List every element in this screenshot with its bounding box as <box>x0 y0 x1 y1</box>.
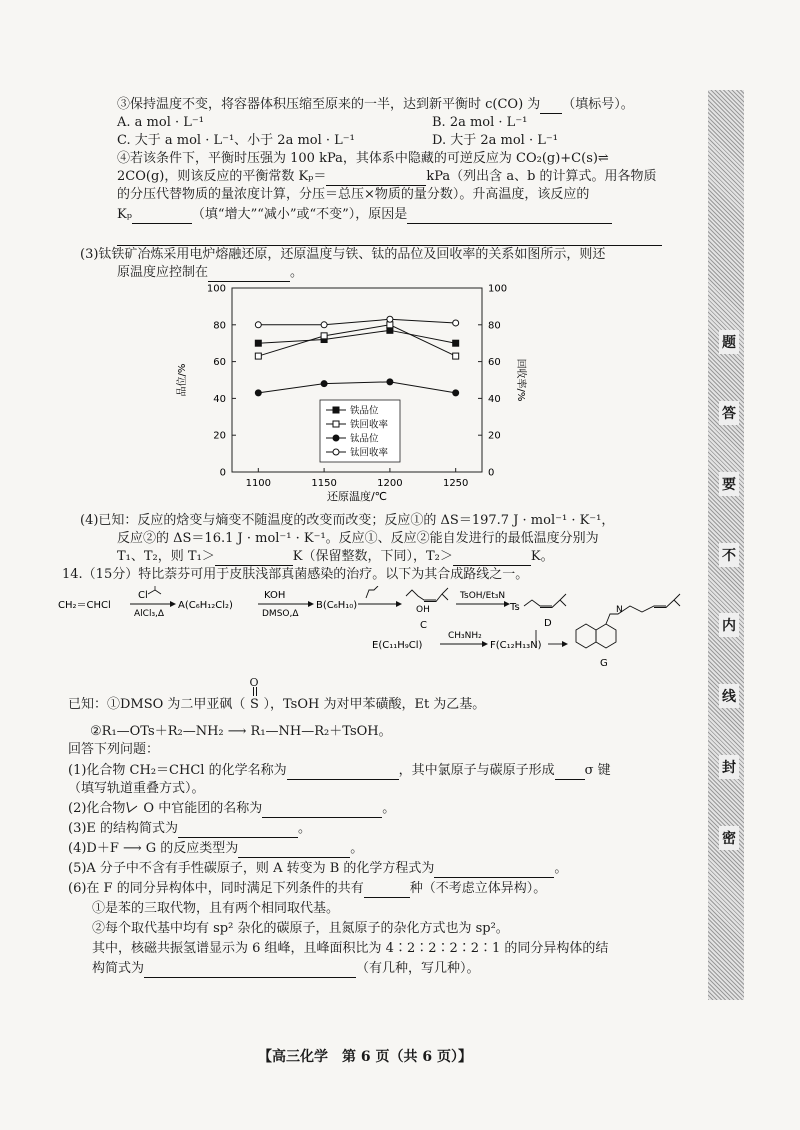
legend-label: 铁品位 <box>350 405 379 417</box>
legend-marker <box>333 435 339 441</box>
data-point-3-3 <box>453 320 459 326</box>
syn-F: F(C₁₂H₁₃N) <box>490 640 542 651</box>
q13-part4-line4: Kₚ （填“增大”“减小”或“不变”），原因是 <box>117 206 612 224</box>
data-point-2-1 <box>321 381 327 387</box>
x-tick-label: 1150 <box>311 478 337 489</box>
seal-char: 要 <box>719 472 739 496</box>
y-tick-label-right: 0 <box>488 467 495 479</box>
y-tick-label-left: 20 <box>213 430 226 442</box>
seal-char: 封 <box>719 755 739 779</box>
syn-G-N: N <box>616 605 623 615</box>
y-tick-label-right: 60 <box>488 357 501 369</box>
data-point-2-3 <box>453 390 459 396</box>
syn-C-label: C <box>420 620 427 631</box>
chart-ylabel-left: 品位/% <box>177 363 188 397</box>
seal-char: 答 <box>719 401 739 425</box>
q13-option-a: A. a mol · L⁻¹ <box>117 115 204 130</box>
seal-char: 题 <box>719 330 739 354</box>
data-point-3-1 <box>321 322 327 328</box>
synthesis-route <box>58 586 698 682</box>
q13-part4-answer-line <box>117 228 662 246</box>
legend-label: 钛回收率 <box>350 447 389 459</box>
q14-sub1-note: （填写轨道重叠方式）。 <box>68 781 205 796</box>
q13-sub4-line3: T₁、T₂，则 T₁＞ K（保留整数，下同），T₂＞ K。 <box>117 549 554 564</box>
y-tick-label-right: 80 <box>488 320 501 332</box>
q14-sub6-cond1: ①是苯的三取代物，且有两个相同取代基。 <box>92 901 340 916</box>
data-point-2-2 <box>387 379 393 385</box>
y-tick-label-right: 100 <box>488 283 508 295</box>
q13-sub4-line2: 反应②的 ΔS＝16.1 J · mol⁻¹ · K⁻¹。反应①、反应②能自发进行的最低温度分别为 <box>117 531 599 546</box>
syn-G-naphthalene-ring1 <box>576 624 596 648</box>
q13-option-b: B. 2a mol · L⁻¹ <box>432 115 528 130</box>
q14-known1: 已知：①DMSO 为二甲亚砜（ O S ），TsOH 为对甲苯磺酸，Et 为乙基。 <box>68 676 486 712</box>
legend-marker <box>333 407 339 413</box>
temperature-chart <box>170 280 530 505</box>
syn-C-skeleton <box>406 588 448 602</box>
y-tick-label-right: 40 <box>488 393 501 405</box>
syn-arrowhead-1 <box>170 601 176 607</box>
syn-reagent1-top: Cl <box>138 590 148 601</box>
series-line-2 <box>258 382 455 393</box>
seal-char: 内 <box>719 613 739 637</box>
syn-reagent1-skeleton <box>148 586 161 594</box>
y-tick-label-left: 60 <box>213 357 226 369</box>
legend-label: 铁回收率 <box>350 419 389 431</box>
syn-reagent2-top: KOH <box>264 590 286 601</box>
q14-sub3: (3)E 的结构简式为 。 <box>68 821 312 836</box>
data-point-0-3 <box>453 340 459 346</box>
syn-acrolein <box>366 586 378 598</box>
q14-title: 14.（15分）特比萘芬可用于皮肤浅部真菌感染的治疗。以下为其合成路线之一。 <box>62 567 529 582</box>
y-tick-label-left: 80 <box>213 320 226 332</box>
data-point-1-0 <box>255 353 261 359</box>
syn-reagent2-bot: DMSO,Δ <box>262 609 299 619</box>
legend-label: 钛品位 <box>350 433 379 445</box>
q14-sub2: (2)化合物 O 中官能团的名称为 。 <box>68 801 396 816</box>
chart-ylabel-right: 回收率/% <box>515 358 526 402</box>
syn-arrowhead-5 <box>482 641 488 647</box>
x-tick-label: 1200 <box>377 478 403 489</box>
q14-answer-intro: 回答下列问题： <box>68 742 160 757</box>
series-line-3 <box>258 319 455 325</box>
data-point-2-0 <box>255 390 261 396</box>
data-point-1-1 <box>321 333 327 339</box>
chart-legend <box>320 400 400 462</box>
seal-line-notice <box>716 330 742 850</box>
data-point-3-0 <box>255 322 261 328</box>
syn-start: CH₂＝CHCl <box>58 600 111 611</box>
q13-part4-line3: 的分压代替物质的量浓度计算，分压＝总压×物质的量分数）。升高温度，该反应的 <box>117 187 590 202</box>
q14-sub6-nmr: 其中，核磁共振氢谱显示为 6 组峰，且峰面积比为 4∶2∶2∶2∶2∶1 的同分异构体的结 <box>92 941 609 956</box>
q14-sub6: (6)在 F 的同分异构体中，同时满足下列条件的共有 种（不考虑立体异构）。 <box>68 881 547 896</box>
syn-D-skeleton <box>524 594 566 608</box>
syn-G-label: G <box>600 658 608 669</box>
q14-known2: ②R₁—OTs＋R₂—NH₂ ⟶ R₁—NH—R₂＋TsOH。 <box>90 724 392 739</box>
syn-E: E(C₁₁H₉Cl) <box>372 640 423 651</box>
y-tick-label-left: 40 <box>213 393 226 405</box>
syn-reagent4: CH₃NH₂ <box>448 631 482 641</box>
q13-option-c: C. 大于 a mol · L⁻¹、小于 2a mol · L⁻¹ <box>117 133 355 148</box>
legend-marker <box>333 421 339 427</box>
series-line-0 <box>258 330 455 343</box>
q13-part4-line1: ④若该条件下，平衡时压强为 100 kPa，其体系中隐藏的可逆反应为 CO₂(g)+C(s)⇌ <box>117 151 609 166</box>
q13-sub3-line2: 原温度应控制在 。 <box>117 265 304 280</box>
chart-xlabel: 还原温度/℃ <box>326 490 388 503</box>
syn-G-naphthalene-ring2 <box>596 624 616 648</box>
syn-A: A(C₆H₁₂Cl₂) <box>178 600 233 611</box>
syn-reagent1-bot: AlCl₃,Δ <box>134 609 165 619</box>
seal-char: 线 <box>719 684 739 708</box>
syn-arrowhead-6 <box>562 641 568 647</box>
y-tick-label-right: 20 <box>488 430 501 442</box>
syn-arrowhead-2 <box>308 601 314 607</box>
q13-sub3-line1: (3)钛铁矿冶炼采用电炉熔融还原，还原温度与铁、钛的品位及回收率的关系如图所示，则还 <box>80 247 606 262</box>
syn-D-ts: Ts <box>510 602 520 613</box>
q14-sub5: (5)A 分子中不含有手性碳原子，则 A 转变为 B 的化学方程式为 。 <box>68 861 568 876</box>
data-point-0-0 <box>255 340 261 346</box>
x-tick-label: 1250 <box>442 478 469 489</box>
q14-sub1: (1)化合物 CH₂＝CHCl 的化学名称为 ，其中氯原子与碳原子形成 σ 键 <box>68 763 611 778</box>
dmso-S: S <box>249 697 259 712</box>
legend-marker <box>333 449 339 455</box>
y-tick-label-left: 0 <box>219 467 226 479</box>
data-point-1-3 <box>453 353 459 359</box>
syn-D-label: D <box>544 618 552 629</box>
q13-part3-text: ③保持温度不变，将容器体积压缩至原来的一半，达到新平衡时 c(CO) 为 （填标号）。 <box>117 97 634 112</box>
q14-sub4: (4)D＋F ⟶ G 的反应类型为 。 <box>68 841 364 856</box>
seal-char: 密 <box>719 826 739 850</box>
dmso-double-bond <box>253 687 257 696</box>
syn-arrowhead-3 <box>396 601 402 607</box>
data-point-3-2 <box>387 316 393 322</box>
y-tick-label-left: 100 <box>206 283 226 295</box>
x-tick-label: 1100 <box>245 478 272 489</box>
dmso-O: O <box>249 676 259 689</box>
epoxide-structure <box>125 800 143 814</box>
q13-option-d: D. 大于 2a mol · L⁻¹ <box>432 133 558 148</box>
q14-sub6-cond2: ②每个取代基中均有 sp² 杂化的碳原子，且氮原子的杂化方式也为 sp²。 <box>92 921 509 936</box>
seal-char: 不 <box>719 543 739 567</box>
syn-reagent3: TsOH/Et₃N <box>460 591 506 601</box>
page-footer: 【高三化学 第 6 页（共 6 页）】 <box>258 1049 472 1065</box>
series-line-1 <box>258 325 455 356</box>
q13-part4-line2: 2CO(g)，则该反应的平衡常数 Kₚ＝ kPa（列出含 a、b 的计算式。用各物质 <box>117 169 657 184</box>
q14-sub6-answer: 构简式为 （有几种，写几种）。 <box>92 961 480 976</box>
q13-sub4-line1: (4)已知：反应的焓变与熵变不随温度的改变而改变；反应①的 ΔS＝197.7 J · mol⁻¹ · K⁻¹， <box>80 513 615 528</box>
syn-B: B(C₆H₁₀) <box>316 600 358 611</box>
syn-C-oh: OH <box>416 605 430 615</box>
